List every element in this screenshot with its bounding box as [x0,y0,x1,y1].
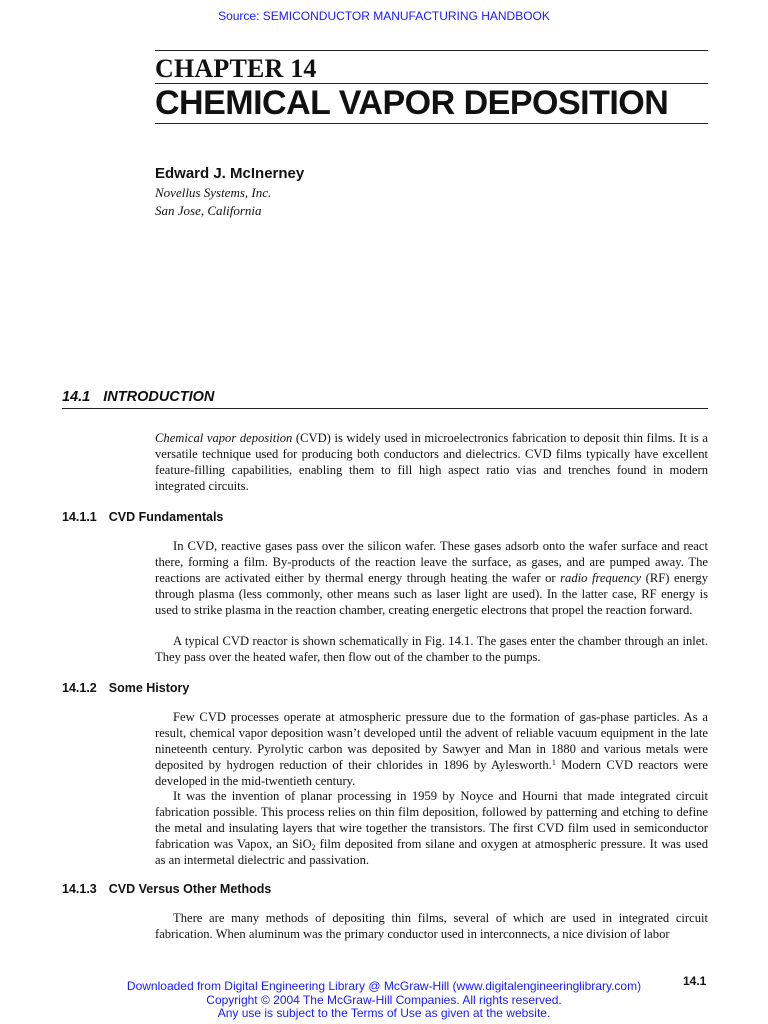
fundamentals-paragraph-1 [155,539,708,619]
footer-copyright[interactable]: Copyright © 2004 The McGraw-Hill Companies. All rights reserved. [206,993,562,1007]
section-heading [62,389,214,405]
fundamentals-paragraph-2: A typical CVD reactor is shown schematically in Fig. 14.1. The gases enter the chamber through an inlet. They pass over the heated wafer, then flow out of the chamber to the pumps. [155,634,708,664]
footer-download-link[interactable]: Downloaded from Digital Engineering Library @ McGraw-Hill (www.digitalengineeringlibrary.com) [126,979,642,993]
intro-text: (CVD) is widely used in microelectronics fabrication to deposit thin films. It is a versatile technique used for producing both conductors and dielectrics. CVD films typically have excellent feature-filling capabilities, enabling them to fill high aspect ratio vias and trenches found in modern integrated circuits. [155,431,708,493]
subsection-number: 14.1.1 [62,510,97,524]
subsection-heading-fundamentals [62,510,223,524]
chapter-title: CHEMICAL VAPOR DEPOSITION [155,84,669,122]
subsection-number: 14.1.2 [62,681,97,695]
subsection-heading-history [62,681,189,695]
paragraph-text: In CVD, reactive gases pass over the silicon wafer. These gases adsorb onto the wafer surface and react there, forming a film. By-products of the reaction leave the surface, as gases, and are pumped away. The reactions are activated either by thermal energy through heating the wafer or [155,539,708,585]
history-paragraph-2 [155,789,708,869]
author-name: Edward J. McInerney [155,165,305,182]
page-number: 14.1 [683,974,707,988]
history-paragraph-1 [155,710,708,790]
radio-frequency-term: radio frequency [560,570,642,585]
section-rule [62,408,708,409]
footer-terms-link[interactable]: Any use is subject to the Terms of Use as given at the website. [217,1006,551,1020]
paragraph-text: It was the invention of planar processing in 1959 by Noyce and Hourni that made integrated circuit fabrication possible. This process relies on thin film deposition, followed by patterning and etching to define the metal and insulating layers that wire together the transistors. The first CVD film used in semiconductor fabrication was Vapox, an SiO [155,789,708,851]
chapter-bottom-rule [155,123,708,124]
paragraph-text: film deposited from silane and oxygen at atmospheric pressure. It was used as an intermetal dielectric and passivation. [155,836,708,867]
section-title: INTRODUCTION [103,389,215,405]
subsection-title: Some History [108,681,190,695]
subsection-title: CVD Versus Other Methods [108,882,272,896]
versus-paragraph-1: There are many methods of depositing thin films, several of which are used in integrated circuit fabrication. When aluminum was the primary conductor used in interconnects, a nice division of labor [155,911,708,941]
chapter-label: CHAPTER 14 [155,54,317,83]
footnote-reference[interactable]: 1 [551,757,556,767]
subsection-number: 14.1.3 [62,882,97,896]
subsection-heading-versus [62,882,271,896]
subscript: 2 [311,842,316,852]
source-link[interactable]: Source: SEMICONDUCTOR MANUFACTURING HANDBOOK [218,9,550,23]
subsection-title: CVD Fundamentals [108,510,224,524]
chapter-top-rule [155,50,708,51]
author-location: San Jose, California [155,203,262,218]
intro-paragraph [155,431,708,495]
paragraph-text: Modern CVD reactors were developed in the mid-twentieth century. [155,757,708,788]
intro-term: Chemical vapor deposition [155,431,293,445]
section-number: 14.1 [62,389,91,405]
paragraph-text: Few CVD processes operate at atmospheric pressure due to the formation of gas-phase particles. As a result, chemical vapor deposition wasn’t developed until the advent of reliable vacuum equipment in the late nineteenth century. Pyrolytic carbon was deposited by Sawyer and Man in 1880 and various metals were deposited by hydrogen reduction of their chlorides in 1896 by Aylesworth. [155,710,708,772]
author-affiliation: Novellus Systems, Inc. [155,185,272,200]
paragraph-text: (RF) energy through plasma (less commonly, other means such as laser light are used). In the latter case, RF energy is used to strike plasma in the reaction chamber, creating energetic electrons that propel the reaction forward. [155,570,709,617]
